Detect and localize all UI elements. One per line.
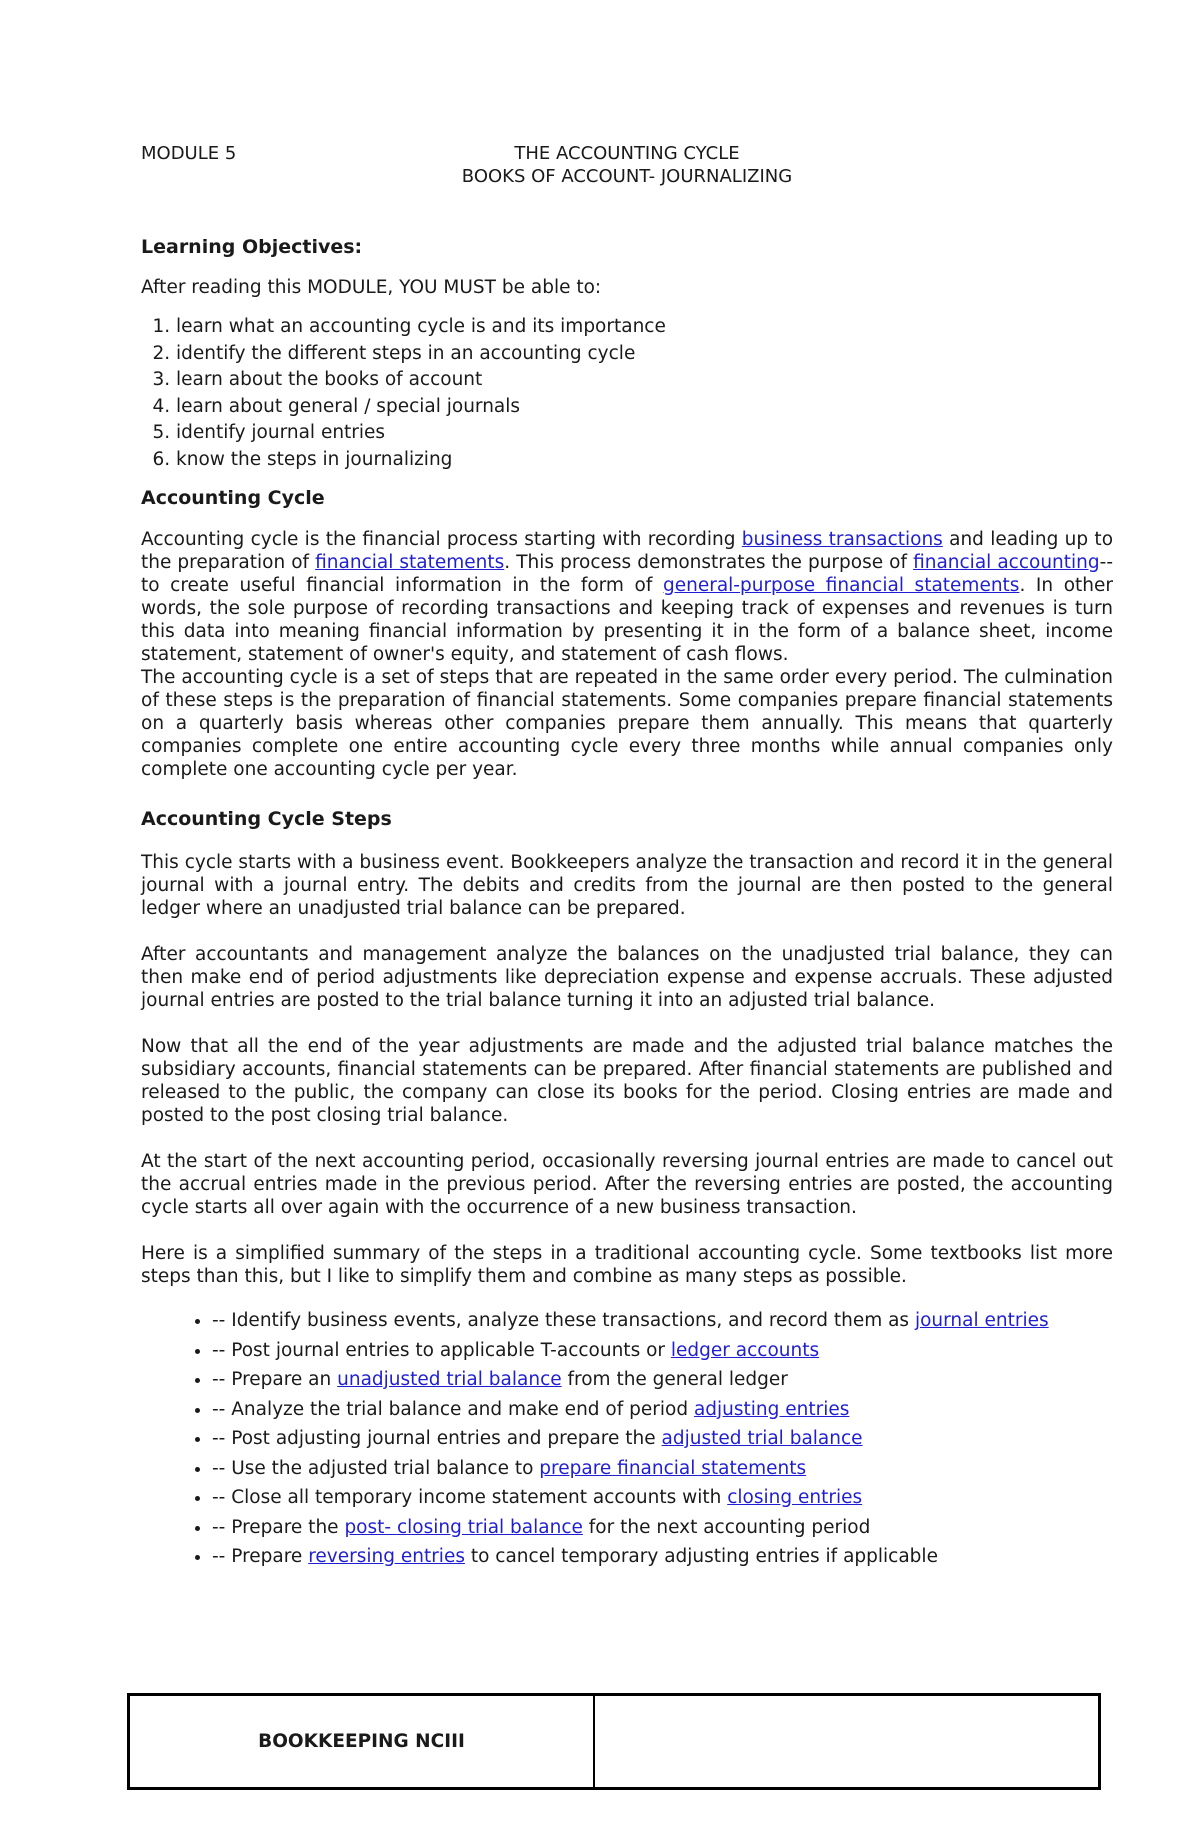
step-item: • -- Identify business events, analyze these transactions, and record them as journal entries	[212, 1306, 1113, 1336]
page-subtitle: BOOKS OF ACCOUNT- JOURNALIZING	[461, 166, 793, 187]
footer-table	[127, 1693, 1101, 1790]
cycle-heading: Accounting Cycle	[141, 487, 325, 509]
steps-paragraph: At the start of the next accounting period, occasionally reversing journal entries are made to cancel out the accrual entries made in the previous period. After the reversing entries are posted, the accounting cycle starts all over again with the occurrence of a new business transaction.	[141, 1151, 1113, 1218]
step-item: • -- Close all temporary income statement accounts with closing entries	[212, 1483, 1113, 1513]
steps-heading: Accounting Cycle Steps	[141, 808, 392, 830]
steps-paragraph: After accountants and management analyze the balances on the unadjusted trial balance, they can then make end of period adjustments like depreciation expense and expense accruals. These adjusted journal entries are posted to the trial balance turning it into an adjusted trial balance.	[141, 944, 1113, 1011]
objective-item: 1. learn what an accounting cycle is and its importance	[176, 314, 1113, 341]
steps-list	[141, 1306, 1113, 1572]
objective-item: 3. learn about the books of account	[176, 367, 1113, 394]
step-item: • -- Post journal entries to applicable T-accounts or ledger accounts	[212, 1336, 1113, 1366]
step-item: • -- Prepare reversing entries to cancel temporary adjusting entries if applicable	[212, 1542, 1113, 1572]
link-adjusting-entries[interactable]: adjusting entries	[693, 1398, 850, 1420]
steps-paragraph: Now that all the end of the year adjustments are made and the adjusted trial balance matches the subsidiary accounts, financial statements can be prepared. After financial statements are published and released to the public, the company can close its books for the period. Closing entries are made and posted to the post closing trial balance.	[141, 1036, 1113, 1126]
link-prepare-financial-statements[interactable]: prepare financial statements	[539, 1457, 807, 1479]
link-financial-accounting[interactable]: financial accounting	[913, 552, 1100, 573]
steps-paragraph: Here is a simplified summary of the steps in a traditional accounting cycle. Some textbooks list more steps than this, but I like to simplify them and combine as many steps as possible.	[141, 1243, 1113, 1287]
objectives-heading: Learning Objectives:	[141, 236, 363, 258]
objectives-list	[141, 314, 1113, 473]
objective-item: 6. know the steps in journalizing	[176, 447, 1113, 474]
objective-item: 5. identify journal entries	[176, 420, 1113, 447]
link-general-purpose-financial-statements[interactable]: general-purpose financial statements	[662, 575, 1020, 596]
objectives-intro: After reading this MODULE, YOU MUST be able to:	[141, 277, 602, 298]
link-business-transactions[interactable]: business transactions	[741, 529, 943, 550]
cycle-paragraph-1: Accounting cycle is the financial process starting with recording business transactions and leading up to the preparation of financial statements. This process demonstrates the purpose of financial accounting--to create useful financial information in the form of general-purpose financial statements. In other words, the sole purpose of recording transactions and keeping track of expenses and revenues is turn this data into meaning financial information by presenting it in the form of a balance sheet, income statement, statement of owner's equity, and statement of cash flows.	[141, 529, 1114, 665]
page-title: THE ACCOUNTING CYCLE	[514, 143, 740, 164]
footer-empty-cell	[595, 1696, 1098, 1787]
objective-item: 2. identify the different steps in an accounting cycle	[176, 341, 1113, 368]
link-post-closing-trial-balance[interactable]: post- closing trial balance	[344, 1516, 583, 1538]
link-adjusted-trial-balance[interactable]: adjusted trial balance	[661, 1428, 863, 1449]
step-item: • -- Prepare an unadjusted trial balance from the general ledger	[212, 1365, 1113, 1395]
link-reversing-entries[interactable]: reversing entries	[308, 1546, 465, 1567]
module-label: MODULE 5	[141, 143, 237, 164]
title-block	[141, 142, 1113, 188]
step-item: • -- Use the adjusted trial balance to prepare financial statements	[212, 1454, 1113, 1484]
link-financial-statements[interactable]: financial statements	[315, 552, 505, 573]
step-item: • -- Post adjusting journal entries and prepare the adjusted trial balance	[212, 1424, 1113, 1454]
link-unadjusted-trial-balance[interactable]: unadjusted trial balance	[337, 1369, 562, 1390]
footer-label: BOOKKEEPING NCIII	[130, 1696, 595, 1787]
step-item: • -- Analyze the trial balance and make end of period adjusting entries	[212, 1395, 1113, 1425]
document-body	[141, 235, 1113, 1572]
cycle-paragraph-2: The accounting cycle is a set of steps that are repeated in the same order every period. The culmination of these steps is the preparation of financial statements. Some companies prepare financial statements on a quarterly basis whereas other companies prepare them annually. This means that quarterly companies complete one entire accounting cycle every three months while annual companies only complete one accounting cycle per year.	[141, 667, 1113, 780]
link-ledger-accounts[interactable]: ledger accounts	[670, 1339, 820, 1361]
steps-paragraph: This cycle starts with a business event. Bookkeepers analyze the transaction and record it in the general journal with a journal entry. The debits and credits from the journal are then posted to the general ledger where an unadjusted trial balance can be prepared.	[141, 852, 1113, 919]
step-item: • -- Prepare the post- closing trial balance for the next accounting period	[212, 1513, 1113, 1543]
objective-item: 4. learn about general / special journals	[176, 394, 1113, 421]
link-journal-entries[interactable]: journal entries	[914, 1310, 1049, 1331]
link-closing-entries[interactable]: closing entries	[727, 1487, 863, 1508]
